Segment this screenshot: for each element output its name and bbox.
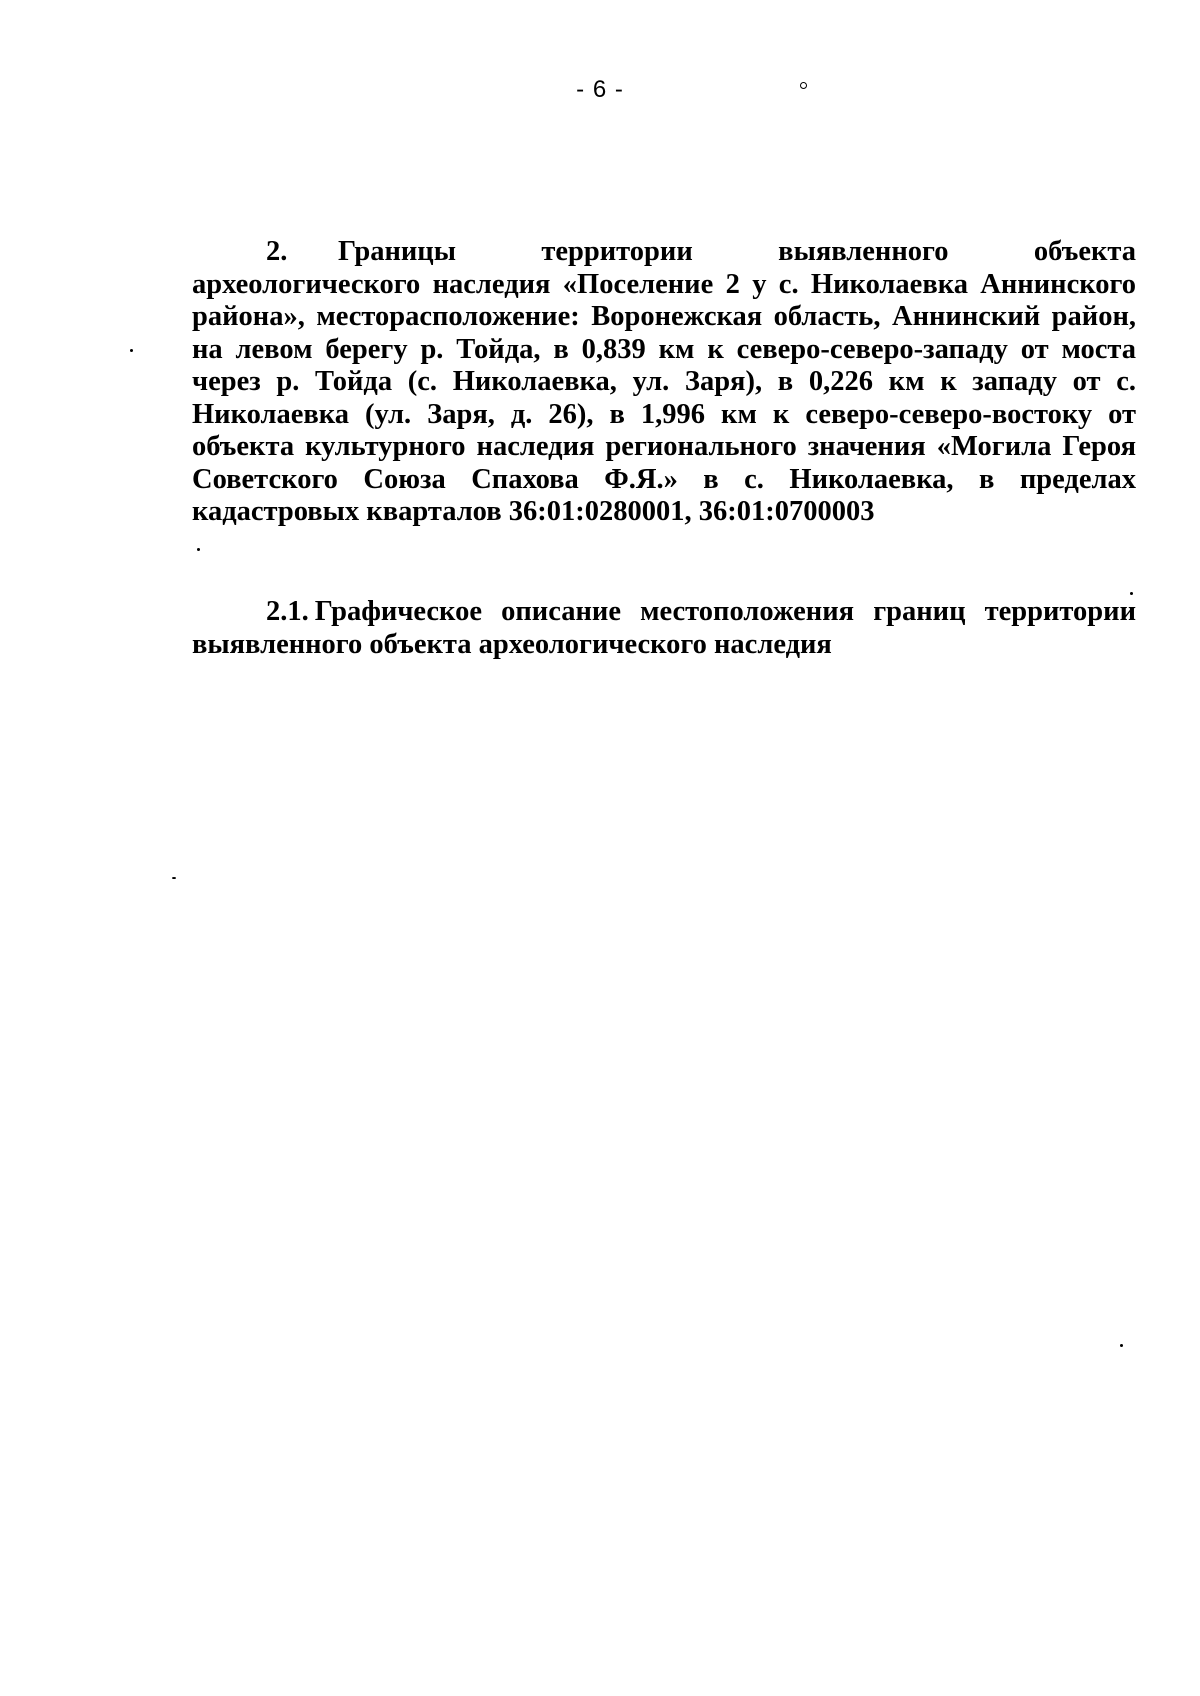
scan-speck (172, 877, 176, 879)
page-number: - 6 - (576, 76, 624, 103)
section-2-1-text: Графическое описание местоположения границ территории выявленного объекта археологического наследия (192, 596, 1136, 660)
scan-speck (1130, 592, 1133, 595)
section-2-text: Границы территории выявленного объекта археологического наследия «Поселение 2 у с. Николаевка Аннинского района», месторасположение: Воронежская область, Аннинский район, на левом берегу р. Тойда, в 0,839 км к северо-северо-западу от моста через р. Тойда (с. Николаевка, ул. Заря), в 0,226 км к западу от с. Николаевка (ул. Заря, д. 26), в 1,996 км к северо-северо-востоку от объекта культурного наследия регионального значения «Могила Героя Советского Союза Спахова Ф.Я.» в с. Николаевка, в пределах кадастровых кварталов 36:01:0280001, 36:01:0700003 (192, 236, 1136, 527)
scan-speck (1120, 1344, 1123, 1347)
section-2-1-paragraph (192, 596, 1136, 661)
scan-speck (130, 349, 133, 352)
scan-speck (800, 82, 807, 89)
scan-speck (197, 548, 200, 551)
section-2-paragraph (192, 236, 1136, 529)
section-2-1-number: 2.1. (266, 596, 309, 627)
section-2-number: 2. (266, 236, 288, 267)
